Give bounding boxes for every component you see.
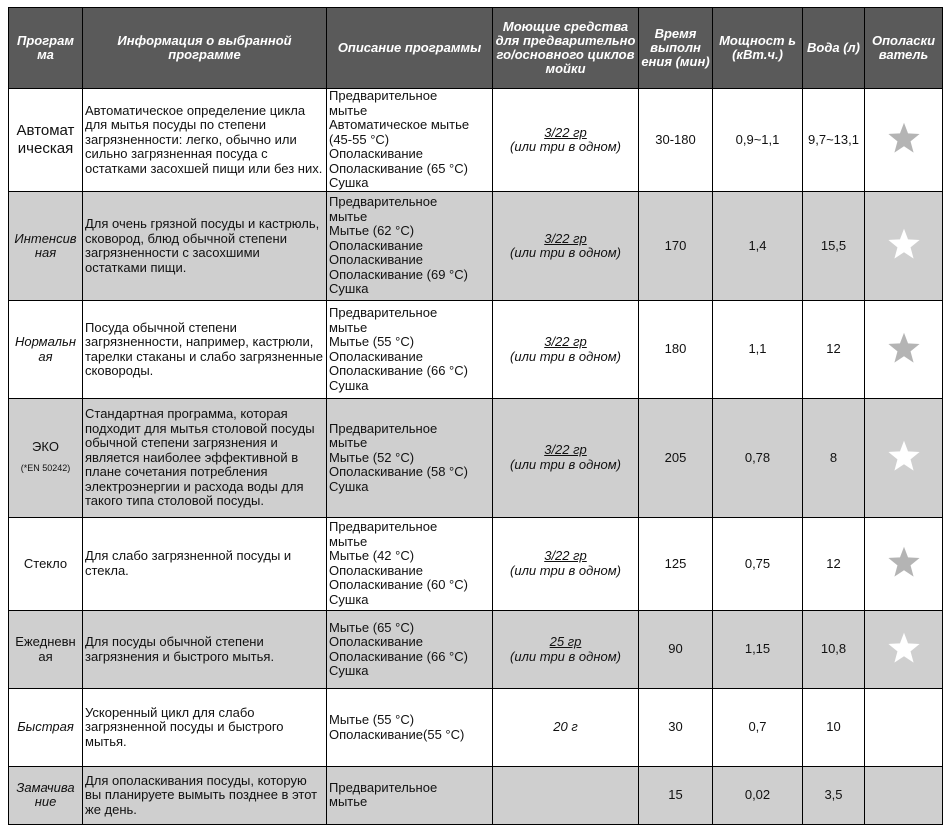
header-water: Вода (л): [803, 8, 865, 89]
program-description: [327, 89, 493, 192]
star-icon: [887, 228, 921, 260]
program-water: 3,5: [803, 766, 865, 824]
programs-table: [8, 7, 943, 825]
desc-line: мытье: [329, 102, 368, 118]
program-time: 205: [639, 399, 713, 517]
program-detergent: [493, 192, 639, 300]
program-info: Ускоренный цикл для слабо загрязненной посуды и быстрого мытья.: [83, 689, 327, 766]
desc-line: Сушка: [329, 175, 369, 191]
program-name: Нормальн ая: [9, 300, 83, 398]
program-description: [327, 192, 493, 300]
detergent-amount: 3/22 гр: [544, 442, 587, 458]
program-power: 1,1: [713, 300, 803, 398]
program-name: Замачива ние: [9, 766, 83, 824]
program-time: 30: [639, 689, 713, 766]
detergent-amount: 3/22 гр: [544, 230, 587, 246]
detergent-note: (или три в одном): [510, 648, 621, 664]
header-description: Описание программы: [327, 8, 493, 89]
detergent-note: (или три в одном): [510, 139, 621, 155]
desc-line: мытье: [329, 208, 368, 224]
program-time: 90: [639, 611, 713, 689]
header-info: Информация о выбранной программе: [83, 8, 327, 89]
desc-line: мытье: [329, 533, 368, 549]
program-time: 125: [639, 517, 713, 610]
header-power: Мощност ь (кВт.ч.): [713, 8, 803, 89]
program-rinse: [865, 399, 943, 517]
desc-line: Ополаскивание (65 °C): [329, 160, 468, 176]
table-row: [9, 517, 943, 610]
desc-line: Ополаскивание (60 °C): [329, 577, 468, 593]
program-power: 0,02: [713, 766, 803, 824]
desc-line: Сушка: [329, 377, 369, 393]
program-water: 12: [803, 300, 865, 398]
table-row: [9, 766, 943, 824]
desc-line: Сушка: [329, 478, 369, 494]
star-icon: [887, 122, 921, 154]
desc-line: Ополаскивание (66 °C): [329, 363, 468, 379]
program-rinse: [865, 689, 943, 766]
header-detergents: Моющие средства для предварительно го/основного циклов мойки: [493, 8, 639, 89]
table-row: [9, 689, 943, 766]
program-rinse: [865, 300, 943, 398]
desc-line: Сушка: [329, 281, 369, 297]
program-info: Для очень грязной посуды и кастрюль, сковород, блюд обычной степени загрязненности с засохшими остатками пищи.: [83, 192, 327, 300]
program-water: 8: [803, 399, 865, 517]
program-name: Стекло: [9, 517, 83, 610]
program-name: [9, 399, 83, 517]
desc-line: мытье: [329, 319, 368, 335]
program-description: [327, 766, 493, 824]
program-water: 9,7~13,1: [803, 89, 865, 192]
detergent-amount: 3/22 гр: [544, 124, 587, 140]
program-info: Стандартная программа, которая подходит для мытья столовой посуды обычной степени загрязнения и является наиболее эффективной в плане сочетания потребления электроэнергии и расхода воды для такого типа столовой посуды.: [83, 399, 327, 517]
desc-line: Автоматическое мытье: [329, 117, 470, 133]
program-rinse: [865, 192, 943, 300]
table-row: [9, 399, 943, 517]
program-water: 12: [803, 517, 865, 610]
desc-line: Ополаскивание (69 °C): [329, 266, 468, 282]
program-power: 1,4: [713, 192, 803, 300]
program-name-note: (*EN 50242): [20, 462, 71, 473]
table-row: [9, 192, 943, 300]
detergent-note: (или три в одном): [510, 562, 621, 578]
header-time: Время выполн ения (мин): [639, 8, 713, 89]
program-rinse: [865, 517, 943, 610]
header-rinse: Ополаски ватель: [865, 8, 943, 89]
program-name-text: ЭКО: [32, 439, 59, 455]
detergent-amount: 20 г: [553, 719, 578, 735]
header-program: Програм ма: [9, 8, 83, 89]
program-description: [327, 517, 493, 610]
program-name: Ежедневн ая: [9, 611, 83, 689]
program-detergent: [493, 611, 639, 689]
desc-line: Предварительное: [329, 519, 438, 535]
star-icon: [887, 332, 921, 364]
program-name: Интенсив ная: [9, 192, 83, 300]
desc-line: Сушка: [329, 663, 369, 679]
program-rinse: [865, 611, 943, 689]
desc-line: Мытье (65 °C): [329, 619, 415, 635]
program-name: Автомат ическая: [9, 89, 83, 192]
program-rinse: [865, 89, 943, 192]
desc-line: Ополаскивание(55 °C): [329, 726, 465, 742]
program-time: 180: [639, 300, 713, 398]
desc-line: Предварительное: [329, 779, 438, 795]
desc-line: Предварительное: [329, 88, 438, 104]
program-info: Посуда обычной степени загрязненности, например, кастрюли, тарелки стаканы и слабо загрязненные сковороды.: [83, 300, 327, 398]
program-detergent: [493, 766, 639, 824]
table-row: [9, 611, 943, 689]
desc-line: Ополаскивание: [329, 562, 424, 578]
program-power: 0,7: [713, 689, 803, 766]
program-info: Для ополаскивания посуды, которую вы планируете вымыть позднее в этот же день.: [83, 766, 327, 824]
detergent-amount: 3/22 гр: [544, 334, 587, 350]
program-water: 10,8: [803, 611, 865, 689]
program-detergent: [493, 517, 639, 610]
program-detergent: [493, 689, 639, 766]
desc-line: Мытье (52 °C): [329, 449, 415, 465]
detergent-amount: 3/22 гр: [544, 548, 587, 564]
desc-line: Предварительное: [329, 194, 438, 210]
desc-line: (45-55 °C): [329, 131, 390, 147]
program-power: 0,75: [713, 517, 803, 610]
desc-line: Мытье (62 °C): [329, 223, 415, 239]
program-time: 170: [639, 192, 713, 300]
program-description: [327, 300, 493, 398]
desc-line: Ополаскивание: [329, 237, 424, 253]
desc-line: Ополаскивание (58 °C): [329, 464, 468, 480]
program-detergent: [493, 399, 639, 517]
program-detergent: [493, 89, 639, 192]
table-row: [9, 89, 943, 192]
header-row: [9, 8, 943, 89]
program-description: [327, 689, 493, 766]
detergent-amount: 25 гр: [549, 634, 582, 650]
program-description: [327, 399, 493, 517]
detergent-note: (или три в одном): [510, 456, 621, 472]
desc-line: мытье: [329, 435, 368, 451]
desc-line: Предварительное: [329, 305, 438, 321]
desc-line: Ополаскивание: [329, 634, 424, 650]
program-power: 1,15: [713, 611, 803, 689]
program-time: 30-180: [639, 89, 713, 192]
program-info: Для посуды обычной степени загрязнения и быстрого мытья.: [83, 611, 327, 689]
desc-line: Мытье (42 °C): [329, 548, 415, 564]
detergent-note: (или три в одном): [510, 348, 621, 364]
table-row: [9, 300, 943, 398]
desc-line: Ополаскивание: [329, 146, 424, 162]
program-power: 0,9~1,1: [713, 89, 803, 192]
program-description: [327, 611, 493, 689]
program-rinse: [865, 766, 943, 824]
program-name: Быстрая: [9, 689, 83, 766]
star-icon: [887, 440, 921, 472]
desc-line: мытье: [329, 794, 368, 810]
desc-line: Ополаскивание (66 °C): [329, 648, 468, 664]
program-detergent: [493, 300, 639, 398]
desc-line: Сушка: [329, 591, 369, 607]
program-water: 15,5: [803, 192, 865, 300]
detergent-note: (или три в одном): [510, 245, 621, 261]
program-power: 0,78: [713, 399, 803, 517]
program-info: Для слабо загрязненной посуды и стекла.: [83, 517, 327, 610]
desc-line: Мытье (55 °C): [329, 334, 415, 350]
desc-line: Ополаскивание: [329, 348, 424, 364]
desc-line: Предварительное: [329, 420, 438, 436]
star-icon: [887, 546, 921, 578]
star-icon: [887, 632, 921, 664]
desc-line: Ополаскивание: [329, 252, 424, 268]
desc-line: Мытье (55 °C): [329, 712, 415, 728]
program-info: Автоматическое определение цикла для мытья посуды по степени загрязненности: легко, обычно или сильно загрязненная посуда с остатками засохшей пищи или без них.: [83, 89, 327, 192]
program-time: 15: [639, 766, 713, 824]
program-water: 10: [803, 689, 865, 766]
